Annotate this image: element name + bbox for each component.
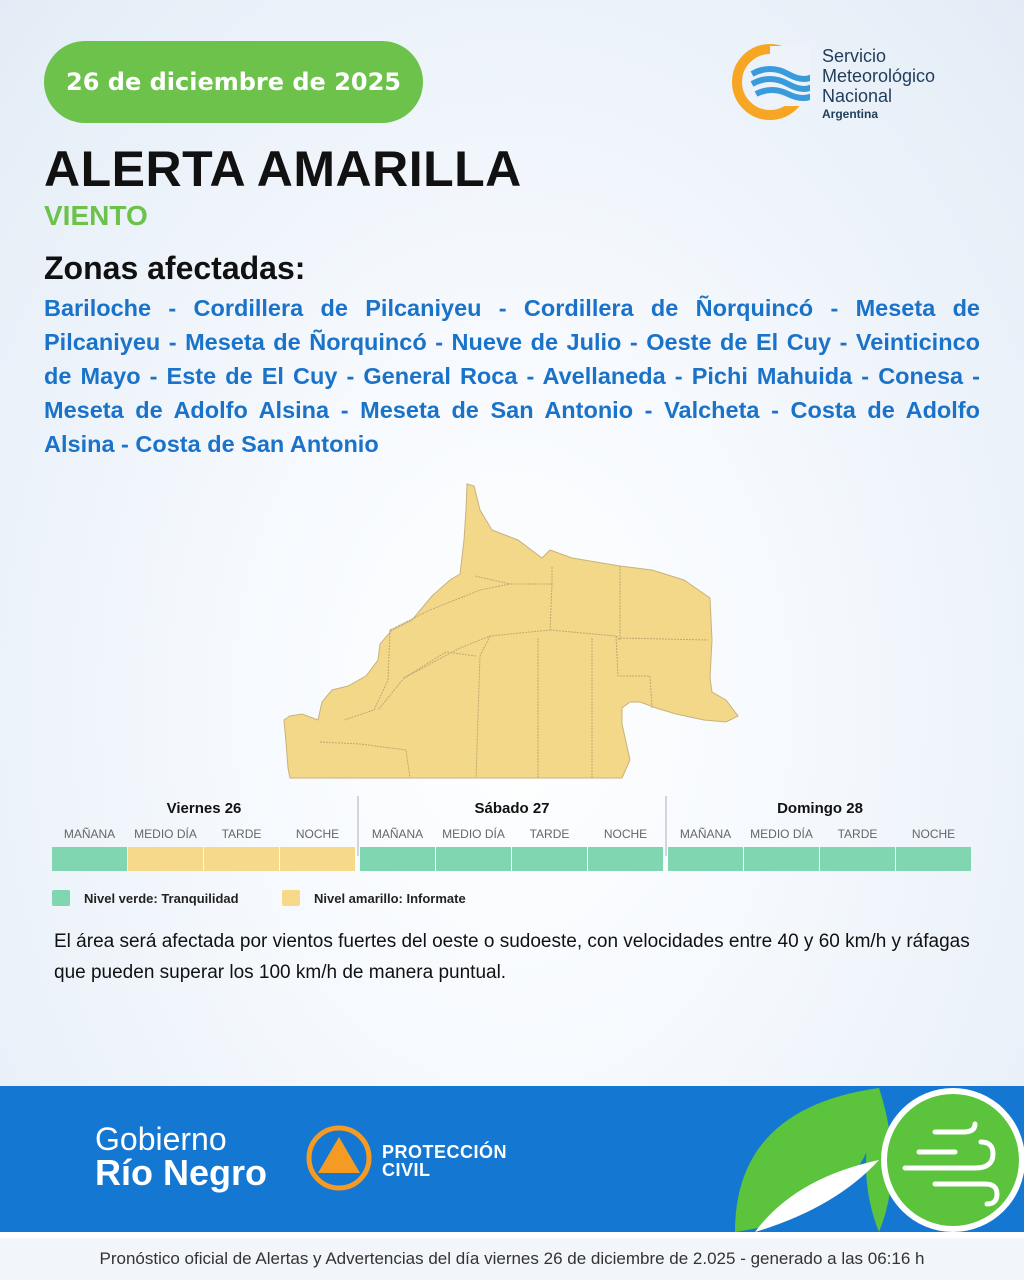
pc-line2: CIVIL xyxy=(382,1160,431,1180)
legend-swatch-yellow xyxy=(282,890,300,906)
alert-description: El área será afectada por vientos fuertes del oeste o sudoeste, con velocidades entre 40 y 60 km/h y ráfagas que pueden superar los 100 km/h de manera puntual. xyxy=(54,931,970,983)
legend-swatch-green xyxy=(52,890,70,906)
alert-phenomenon: VIENTO xyxy=(44,200,148,231)
alert-title: ALERTA AMARILLA xyxy=(44,141,522,197)
level-bar xyxy=(744,847,819,871)
rio-negro-province-map xyxy=(280,480,750,785)
smn-logo xyxy=(732,44,992,120)
pc-line1: PROTECCIÓN xyxy=(382,1142,508,1162)
sun-logo-icon xyxy=(732,44,810,120)
zones-list: Bariloche - Cordillera de Pilcaniyeu - Cordillera de Ñorquincó - Meseta de Pilcaniyeu - Meseta de Ñorquincó - Nueve de Julio - Oeste de El Cuy - Veinticinco de Mayo - Este de El Cuy - General Roca - Avellaneda - Pichi Mahuida - Conesa - Meseta de Adolfo Alsina - Meseta de San Antonio - Valcheta - Costa de Adolfo Alsina - Costa de San Antonio xyxy=(44,295,980,457)
proteccion-civil-logo xyxy=(382,1143,507,1179)
level-bar xyxy=(204,847,279,871)
period-label: TARDE xyxy=(837,827,878,841)
day-name: Domingo 28 xyxy=(777,800,863,817)
level-bar xyxy=(436,847,511,871)
legend-green xyxy=(52,890,239,906)
level-bar xyxy=(280,847,355,871)
day-divider xyxy=(357,796,359,856)
level-bar xyxy=(360,847,435,871)
legend-yellow xyxy=(282,890,466,906)
day-column xyxy=(360,796,664,876)
level-bar xyxy=(668,847,743,871)
period-label: MAÑANA xyxy=(679,827,732,841)
date-badge: 26 de diciembre de 2025 xyxy=(44,41,423,123)
decorative-leaves xyxy=(735,1088,1024,1232)
level-bar xyxy=(52,847,127,871)
day-divider xyxy=(665,796,667,856)
gov-line2: Río Negro xyxy=(95,1152,268,1193)
level-bar xyxy=(820,847,895,871)
period-label: MEDIO DÍA xyxy=(750,827,813,841)
legend-yellow-label: Nivel amarillo: Informate xyxy=(314,890,466,906)
period-label: NOCHE xyxy=(603,827,648,841)
legend-green-label: Nivel verde: Tranquilidad xyxy=(84,890,239,906)
zones-label: Zonas afectadas: xyxy=(44,250,306,286)
period-label: MAÑANA xyxy=(63,827,116,841)
period-label: MAÑANA xyxy=(371,827,424,841)
agency-country: Argentina xyxy=(822,107,879,121)
period-label: MEDIO DÍA xyxy=(442,827,505,841)
day-name: Sábado 27 xyxy=(474,800,550,817)
level-bar xyxy=(896,847,971,871)
period-label: NOCHE xyxy=(295,827,340,841)
day-name: Viernes 26 xyxy=(166,800,242,817)
level-bar xyxy=(588,847,663,871)
level-bar xyxy=(128,847,203,871)
agency-line3: Nacional xyxy=(822,86,893,106)
agency-line1: Servicio xyxy=(822,46,887,66)
civil-protection-triangle-icon xyxy=(306,1125,372,1191)
day-column xyxy=(668,796,972,876)
gobierno-rio-negro-logo xyxy=(95,1121,268,1193)
agency-line2: Meteorológico xyxy=(822,66,936,86)
period-label: TARDE xyxy=(221,827,262,841)
level-bar xyxy=(512,847,587,871)
alert-timeline xyxy=(52,796,972,876)
period-label: TARDE xyxy=(529,827,570,841)
period-label: MEDIO DÍA xyxy=(134,827,197,841)
day-column xyxy=(52,796,356,876)
period-label: NOCHE xyxy=(911,827,956,841)
footer-note: Pronóstico oficial de Alertas y Advertencias del día viernes 26 de diciembre de 2.025 - generado a las 06:16 h xyxy=(0,1232,1024,1280)
gov-line1: Gobierno xyxy=(95,1121,227,1157)
